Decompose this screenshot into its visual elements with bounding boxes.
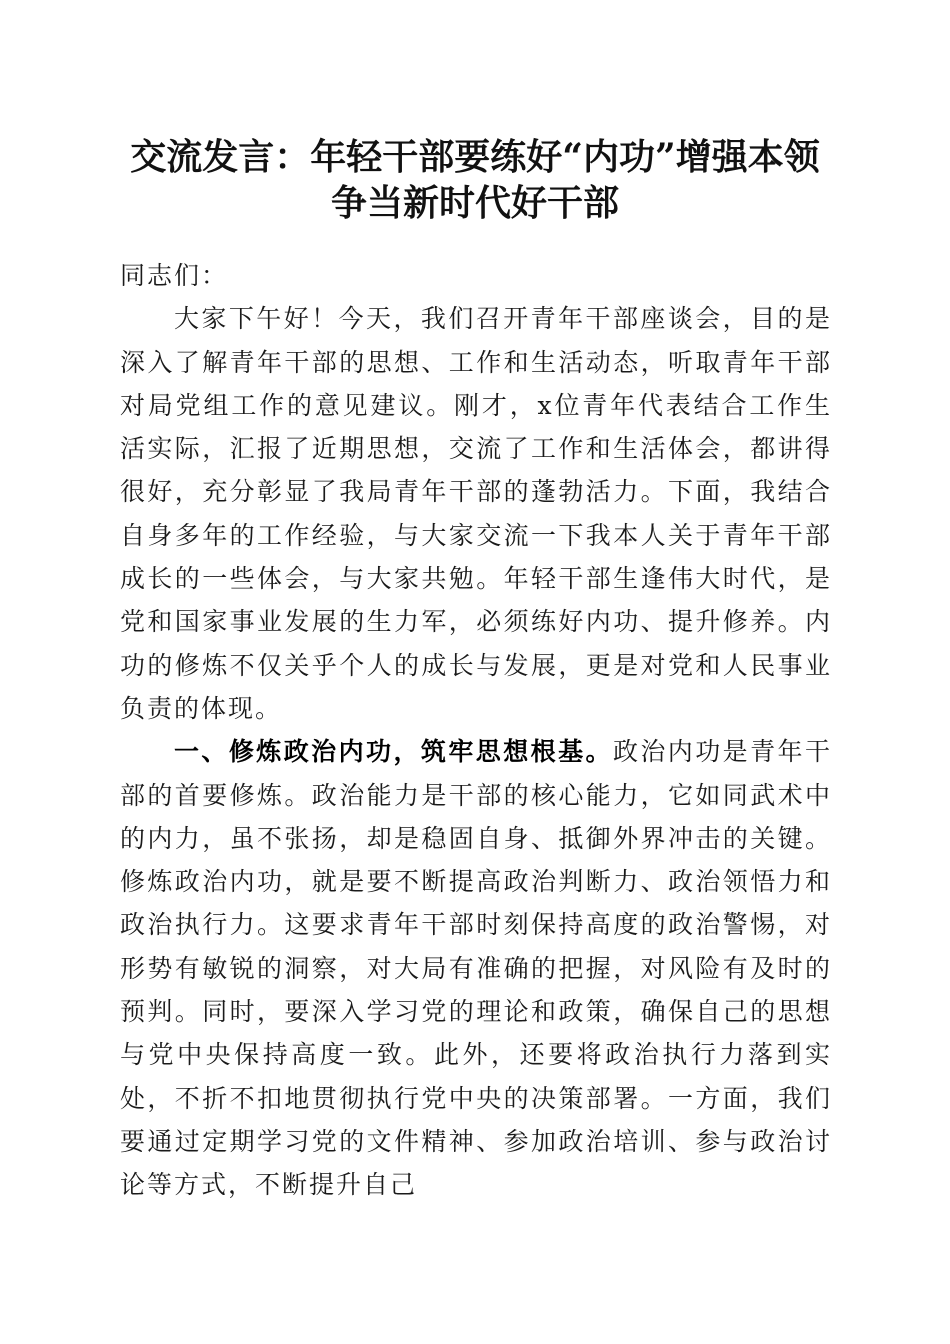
document-title — [100, 134, 850, 226]
section-1-heading: 一、修炼政治内功，筑牢思想根基。 — [174, 737, 613, 767]
section-1-text: 政治内功是青年干部的首要修炼。政治能力是干部的核心能力，它如同武术中的内力，虽不张扬，却是稳固自身、抵御外界冲击的关键。修炼政治内功，就是要不断提高政治判断力、政治领悟力和政治执行力。这要求青年干部时刻保持高度的政治警惕，对形势有敏锐的洞察，对大局有准确的把握，对风险有及时的预判。同时，要深入学习党的理论和政策，确保自己的思想与党中央保持高度一致。此外，还要将政治执行力落到实处，不折不扣地贯彻执行党中央的决策部署。一方面，我们要通过定期学习党的文件精神、参加政治培训、参与政治讨论等方式，不断提升自己 — [120, 737, 832, 1200]
title-line-1: 交流发言：年轻干部要练好“内功”增强本领 — [130, 136, 820, 178]
title-line-2: 争当新时代好干部 — [330, 182, 619, 224]
paragraph-intro: 大家下午好！今天，我们召开青年干部座谈会，目的是深入了解青年干部的思想、工作和生活动态，听取青年干部对局党组工作的意见建议。刚才，x位青年代表结合工作生活实际，汇报了近期思想，交流了工作和生活体会，都讲得很好，充分彰显了我局青年干部的蓬勃活力。下面，我结合自身多年的工作经验，与大家交流一下我本人关于青年干部成长的一些体会，与大家共勉。年轻干部生逢伟大时代，是党和国家事业发展的生力军，必须练好内功、提升修养。内功的修炼不仅关乎个人的成长与发展，更是对党和人民事业负责的体现。 — [120, 304, 832, 723]
paragraph-section-1 — [120, 730, 832, 1206]
document-body — [120, 254, 832, 1207]
salutation: 同志们： — [120, 261, 229, 290]
